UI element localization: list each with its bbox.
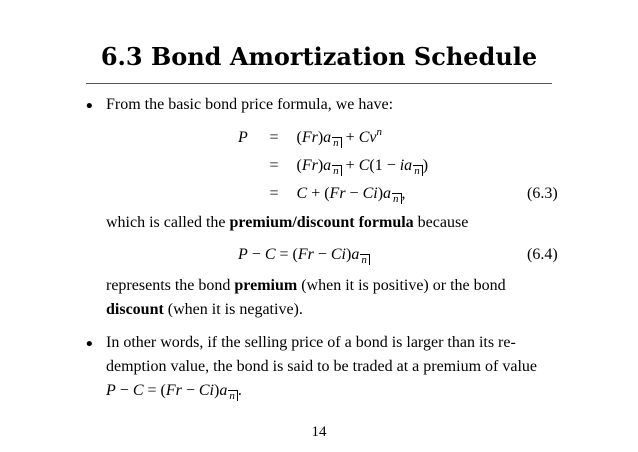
equation-6-4: P − C = (Fr − Ci)a n xyxy=(238,246,370,264)
term-discount: discount xyxy=(106,301,164,318)
bullet-2-line-2: demption value, the bond is said to be traded at a premium of value xyxy=(106,358,537,375)
bullet-2-line-1: In other words, if the selling price of a bond is larger than its re- xyxy=(106,334,516,351)
equation-line-1: P = (Fr)a $n + Cv^n$ xyxy=(238,126,382,149)
term-premium: premium xyxy=(234,277,298,294)
bullet-2: • xyxy=(84,334,95,355)
represents-line-2: discount (when it is negative). xyxy=(106,301,303,318)
equation-number-6-3: (6.3) xyxy=(527,185,558,202)
represents-line-1: represents the bond premium (when it is positive) or the bond xyxy=(106,277,506,294)
bullet-1-intro: From the basic bond price formula, we have: xyxy=(106,96,394,113)
bullet-2-line-3: P − C = (Fr − Ci)a n . xyxy=(106,382,242,402)
slide-title: 6.3 Bond Amortization Schedule xyxy=(100,42,538,71)
page-number: 14 xyxy=(311,424,327,440)
title-underline xyxy=(86,83,552,84)
term-premium-discount-formula: premium/discount formula xyxy=(229,214,414,231)
equation-line-2: = (Fr)a n + C(1 − ia n ) xyxy=(269,157,429,177)
bullet-1: • xyxy=(84,96,95,117)
equation-number-6-4: (6.4) xyxy=(527,246,558,263)
called-sentence: which is called the premium/discount formula because xyxy=(106,214,469,231)
equation-line-3: = C + (Fr − Ci)a n , xyxy=(269,185,406,205)
